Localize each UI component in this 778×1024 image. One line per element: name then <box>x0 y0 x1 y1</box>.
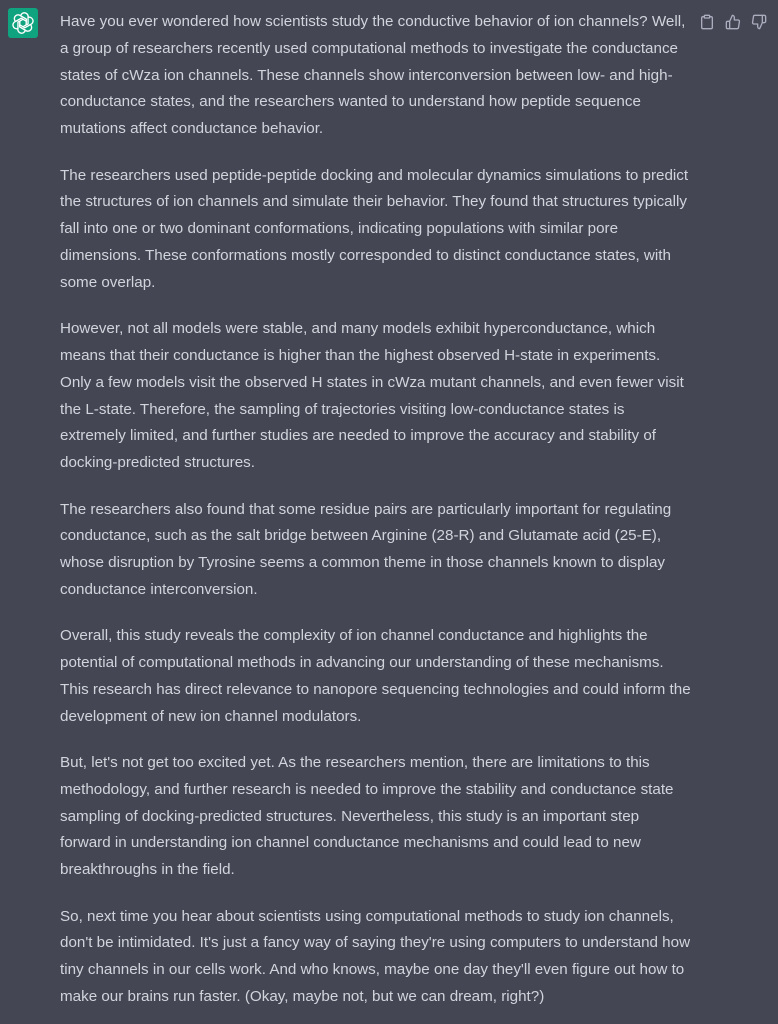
openai-logo-icon <box>12 12 34 34</box>
message-paragraph: Overall, this study reveals the complexity of ion channel conductance and highlights the potential of computational methods in advancing our understanding of these mechanisms. This research has direct relevance to nanopore sequencing technologies and could inform the development of new ion channel modulators. <box>60 627 691 725</box>
message-paragraph: So, next time you hear about scientists using computational methods to study ion channels, don't be intimidated. It's just a fancy way of saying they're using computers to understand how tiny channels in our cells work. And who knows, maybe one day they'll even figure out how to make our brains run faster. (Okay, maybe not, but we can dream, right?) <box>60 907 691 1006</box>
assistant-avatar <box>8 8 38 38</box>
clipboard-icon <box>699 14 715 30</box>
message-paragraph: The researchers used peptide-peptide docking and molecular dynamics simulations to predict the structures of ion channels and simulate their behavior. They found that structures typically fall into one or two dominant conformations, indicating populations with similar pore dimensions. These conformations mostly corresponded to distinct conductance states, with some overlap. <box>60 166 689 291</box>
thumbs-down-icon <box>751 14 767 30</box>
message-text <box>60 9 692 1024</box>
message-paragraph: But, let's not get too excited yet. As the researchers mention, there are limitations to this methodology, and further research is needed to improve the stability and conductance state sampling of docking-predicted structures. Nevertheless, this study is an important step forward in understanding ion channel conductance mechanisms and could lead to new breakthroughs in the field. <box>60 754 674 879</box>
thumbs-up-button[interactable] <box>723 12 743 32</box>
message-paragraph: However, not all models were stable, and many models exhibit hyperconductance, which means that their conductance is higher than the highest observed H-state in experiments. Only a few models visit the observed H states in cWza mutant channels, and even fewer visit the L-state. Therefore, the sampling of trajectories visiting low-conductance states is extremely limited, and further studies are needed to improve the accuracy and stability of docking-predicted structures. <box>60 320 684 472</box>
thumbs-down-button[interactable] <box>749 12 769 32</box>
message-actions <box>697 12 769 32</box>
message-paragraph: Have you ever wondered how scientists study the conductive behavior of ion channels? Well, a group of researchers recently used computational methods to investigate the conductance states of cWza ion channels. These channels show interconversion between low- and high-conductance states, and the researchers wanted to understand how peptide sequence mutations affect conductance behavior. <box>60 13 686 138</box>
message-paragraph: The researchers also found that some residue pairs are particularly important for regulating conductance, such as the salt bridge between Arginine (28-R) and Glutamate acid (25-E), whose disruption by Tyrosine seems a common theme in those channels known to display conductance interconversion. <box>60 500 672 598</box>
copy-button[interactable] <box>697 12 717 32</box>
thumbs-up-icon <box>725 14 741 30</box>
